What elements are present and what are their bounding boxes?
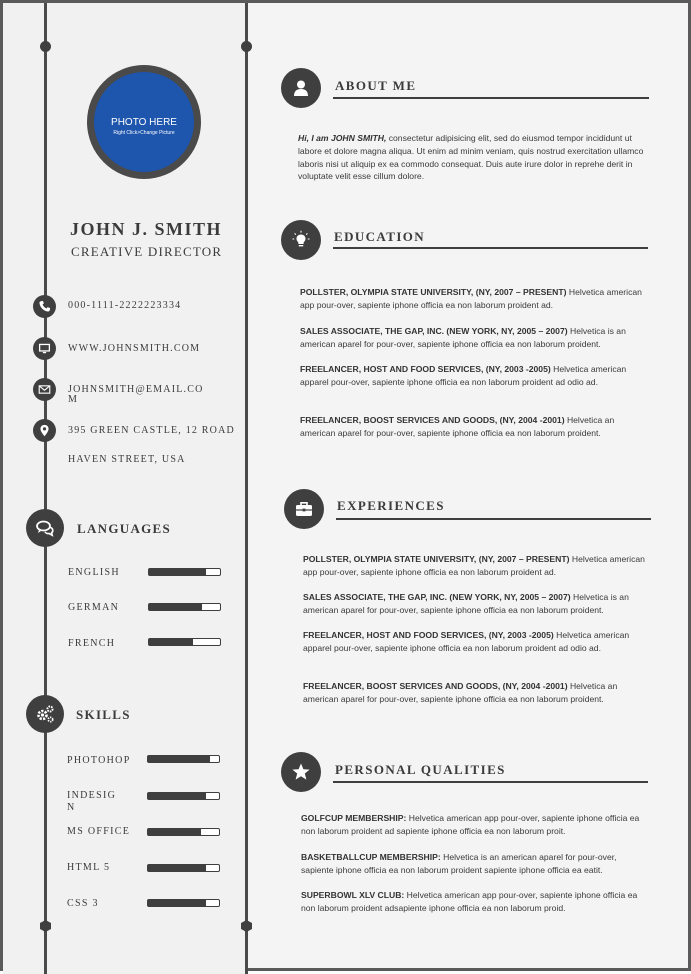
skill-label-overflow — [67, 802, 76, 806]
timeline-dot — [40, 41, 51, 52]
quality-entry — [301, 851, 651, 877]
skill-level-bar — [147, 755, 220, 763]
about-intro: Hi, I am JOHN SMITH, — [298, 133, 387, 143]
language-level-fill — [149, 604, 202, 610]
quality-entry — [301, 812, 651, 838]
contact-website: WWW.JOHNSMITH.COM — [68, 343, 201, 354]
skill-level-bar — [147, 864, 220, 872]
skill-level-fill — [148, 900, 206, 906]
experience-entry — [303, 680, 653, 706]
phone-icon — [33, 295, 56, 318]
profile-name: JOHN J. SMITH — [70, 219, 223, 239]
education-entry-text: Helvetica is an american aparel for pour-over, sapiente iphone officia ea non laborum proident. — [300, 326, 626, 349]
map-pin-icon — [33, 419, 56, 442]
language-level-bar — [148, 638, 221, 646]
photo-subtitle: Right Click>Change Picture — [113, 130, 175, 136]
skill-level-bar — [147, 792, 220, 800]
monitor-icon — [33, 337, 56, 360]
qualities-title-rule — [333, 781, 648, 783]
skill-label: INDESIG — [67, 790, 117, 801]
skill-label: MS OFFICE — [67, 826, 131, 837]
timeline-dot — [241, 41, 252, 52]
education-entry — [300, 414, 650, 440]
education-entry-title: SALES ASSOCIATE, THE GAP, INC. (NEW YORK, NY, 2005 – 2007) — [300, 326, 568, 336]
quality-entry-text: Helvetica american app pour-over, sapiente iphone officia ea non laborum proident ad sapiente iphone officia ea non laborum proit. — [301, 813, 640, 836]
education-entry — [300, 325, 650, 351]
about-title-rule — [333, 97, 649, 99]
quality-entry-text: Helvetica american app pour-over, sapiente iphone officia ea non laborum proident adsapiente iphone officia ea non laborum proid. — [301, 890, 638, 913]
contact-email: JOHNSMITH@EMAIL.CO — [68, 384, 204, 395]
language-level-fill — [149, 639, 193, 645]
about-text — [298, 132, 658, 183]
skill-label: PHOTOHOP — [67, 755, 131, 766]
sidebar-divider-line — [245, 3, 248, 974]
education-title: EDUCATION — [334, 229, 426, 244]
gears-icon — [26, 695, 64, 733]
experience-entry-title: SALES ASSOCIATE, THE GAP, INC. (NEW YORK, NY, 2005 – 2007) — [303, 592, 571, 602]
skill-level-bar — [147, 828, 220, 836]
contact-phone: 000-1111-2222223334 — [68, 300, 182, 311]
language-label: GERMAN — [68, 602, 120, 613]
experience-entry — [303, 591, 653, 617]
education-title-rule — [333, 247, 648, 249]
skill-label: HTML 5 — [67, 862, 111, 873]
quality-entry-title: GOLFCUP MEMBERSHIP: — [301, 813, 407, 823]
envelope-icon — [33, 378, 56, 401]
about-title: ABOUT ME — [335, 78, 417, 93]
profile-role: CREATIVE DIRECTOR — [71, 244, 223, 259]
chat-bubbles-icon — [26, 509, 64, 547]
quality-entry-text: Helvetica is an american aparel for pour-over, sapiente iphone officia ea non laborum proident sapiente iphone officia ea eatit. — [301, 852, 617, 875]
skill-level-fill — [148, 756, 210, 762]
education-entry-text: Helvetica american apparel pour-over, sapiente iphone officia ea non laborum proident ad odio ad. — [300, 364, 627, 387]
experience-entry-text: Helvetica american app pour-over, sapiente iphone officia ea non laborum proident ad. — [303, 554, 645, 577]
skill-level-fill — [148, 829, 201, 835]
briefcase-icon — [284, 489, 324, 529]
language-level-bar — [148, 603, 221, 611]
experience-entry-title: FREELANCER, BOOST SERVICES AND GOODS, (NY, 2004 -2001) — [303, 681, 568, 691]
photo-placeholder — [94, 72, 194, 172]
experience-entry-text: Helvetica american apparel pour-over, sapiente iphone officia ea non laborum proident ad odio ad. — [303, 630, 630, 653]
quality-entry — [301, 889, 651, 915]
language-label: FRENCH — [68, 638, 116, 649]
experience-entry — [303, 553, 653, 579]
quality-entry-title: SUPERBOWL XLV CLUB: — [301, 890, 405, 900]
user-icon — [281, 68, 321, 108]
contact-address-line1: 395 GREEN CASTLE, 12 ROAD — [68, 425, 235, 436]
languages-heading: LANGUAGES — [77, 521, 172, 536]
education-entry — [300, 286, 650, 312]
profile-photo[interactable] — [87, 65, 201, 179]
skill-level-fill — [148, 793, 206, 799]
lightbulb-icon — [281, 220, 321, 260]
skills-heading: SKILLS — [76, 707, 131, 722]
star-icon — [281, 752, 321, 792]
experience-entry-text: Helvetica an american aparel for pour-over, sapiente iphone officia ea non laborum proident. — [303, 681, 618, 704]
about-body: consectetur adipisicing elit, sed do eiusmod tempor incididunt ut labore et dolore magna aliqua. Ut enim ad minim veniam, quis nostrud exercitation ullamco laboris nisi ut aliquip ex ea commodo consequat. Duis aute irure dolor in reprehe derit in voluptate velit esse cillum dolore. — [298, 133, 644, 182]
education-entry-title: POLLSTER, OLYMPIA STATE UNIVERSITY, (NY, 2007 – PRESENT) — [300, 287, 567, 297]
language-level-fill — [149, 569, 206, 575]
skill-label: CSS 3 — [67, 898, 99, 909]
education-entry-text: Helvetica an american aparel for pour-over, sapiente iphone officia ea non laborum proident. — [300, 415, 615, 438]
experiences-title-rule — [336, 518, 651, 520]
education-entry-title: FREELANCER, BOOST SERVICES AND GOODS, (NY, 2004 -2001) — [300, 415, 565, 425]
language-label: ENGLISH — [68, 567, 120, 578]
education-entry-text: Helvetica american app pour-over, sapiente iphone officia ea non laborum proident ad. — [300, 287, 642, 310]
left-timeline-line — [44, 3, 47, 974]
contact-email-overflow — [68, 394, 78, 398]
skill-level-bar — [147, 899, 220, 907]
contact-address-line2: HAVEN STREET, USA — [68, 454, 186, 465]
skill-level-fill — [148, 865, 206, 871]
education-entry — [300, 363, 650, 389]
language-level-bar — [148, 568, 221, 576]
qualities-title: PERSONAL QUALITIES — [335, 762, 506, 777]
education-entry-title: FREELANCER, HOST AND FOOD SERVICES, (NY, 2003 -2005) — [300, 364, 551, 374]
quality-entry-title: BASKETBALLCUP MEMBERSHIP: — [301, 852, 441, 862]
photo-title: PHOTO HERE — [111, 117, 177, 128]
experience-entry — [303, 629, 653, 655]
experience-entry-text: Helvetica is an american aparel for pour-over, sapiente iphone officia ea non laborum proident. — [303, 592, 629, 615]
experiences-title: EXPERIENCES — [337, 498, 445, 513]
experience-entry-title: FREELANCER, HOST AND FOOD SERVICES, (NY, 2003 -2005) — [303, 630, 554, 640]
experience-entry-title: POLLSTER, OLYMPIA STATE UNIVERSITY, (NY, 2007 – PRESENT) — [303, 554, 570, 564]
